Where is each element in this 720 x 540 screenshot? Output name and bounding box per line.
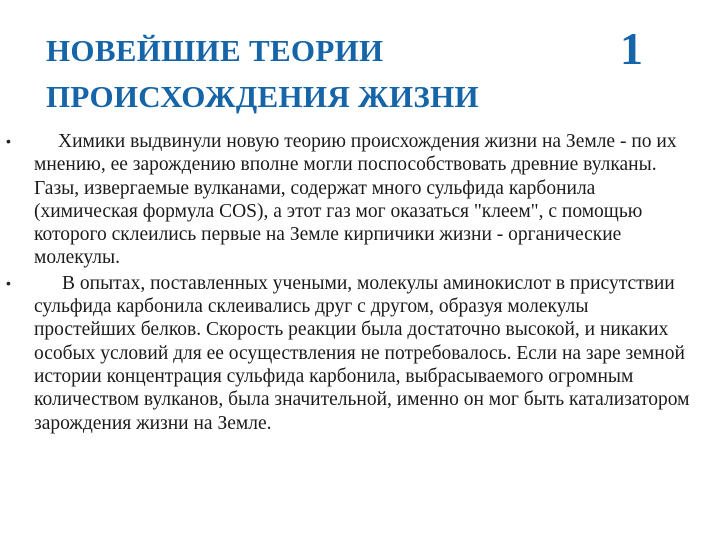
- slide-title-line-1: НОВЕЙШИЕ ТЕОРИИ: [46, 33, 384, 68]
- slide-title: [46, 28, 479, 120]
- bullet-icon: •: [6, 133, 11, 149]
- slide-title-line-2: ПРОИСХОЖДЕНИЯ ЖИЗНИ: [46, 79, 479, 114]
- list-item: [0, 272, 720, 435]
- paragraph-text: В опытах, поставленных учеными, молекулы аминокислот в присутствии сульфида карбонила склеивались друг с другом, образуя молекулы простейших белков. Скорость реакции была достаточно высокой, и никаких особых условий для ее осуществления не потребовалось. Если на заре земной истории концентрация сульфида карбонила, выбрасываемого огромным количеством вулканов, была значительной, именно он мог быть катализатором зарождения жизни на Земле.: [34, 272, 690, 434]
- list-item: [0, 130, 720, 270]
- paragraph-text: Химики выдвинули новую теорию происхождения жизни на Земле - по их мнению, ее зарождению вполне могли поспособствовать древние вулканы. Газы, извергаемые вулканами, содержат много сульфида карбонила (химическая формула COS), а этот газ мог оказаться "клеем", с помощью которого склеились первые на Земле кирпичики жизни - органические молекулы.: [34, 131, 677, 269]
- bullet-icon: •: [6, 274, 11, 291]
- slide-number: 1: [620, 23, 643, 74]
- body-text-list: [0, 130, 720, 435]
